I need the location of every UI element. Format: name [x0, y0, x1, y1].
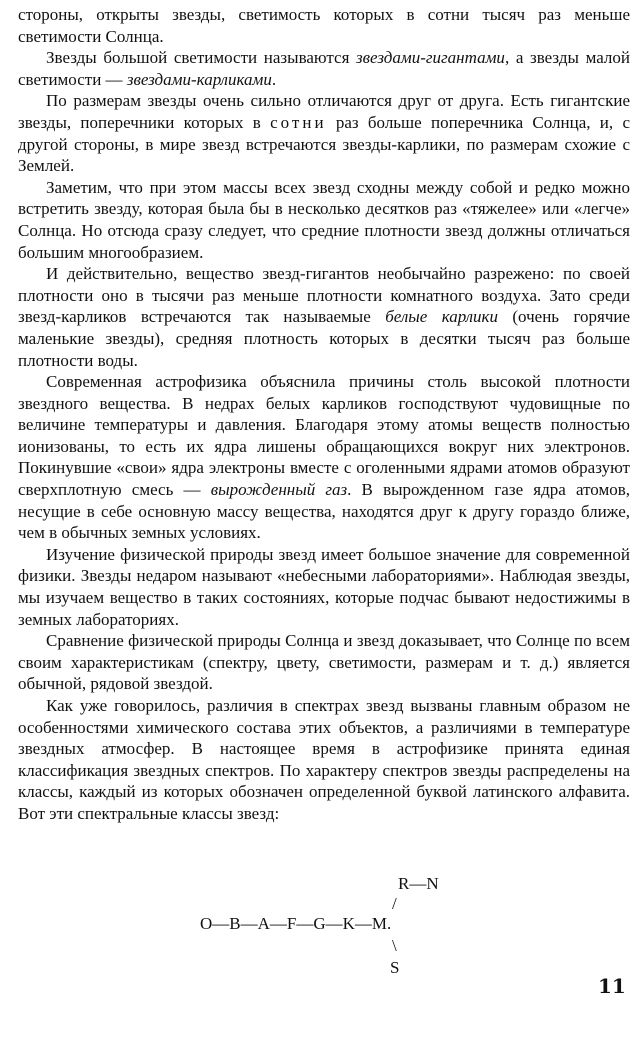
text-run: И действительно, вещество звезд-гигантов необычайно разрежено: по своей плотности оно в тысячи раз меньше плотности комнатного воздуха. Зато среди звезд-карликов встречаются так называемые: [18, 264, 630, 327]
paragraph: [18, 695, 630, 825]
text-run: Как уже говорилось, различия в спектрах звезд вызваны главным образом не особенностями химического состава этих объектов, а различиями в температуре звездных атмосфер. В настоящее время в астрофизике принята единая классификация звездных спектров. По характеру спектров звезды распределены на классы, каждый из которых обозначен определенной буквой латинского алфавита. Вот эти спектральные классы звезд:: [18, 696, 630, 823]
page-number: 11: [598, 974, 626, 998]
paragraph: [18, 47, 630, 90]
spectral-branch-connector-up: /: [392, 894, 397, 913]
spectral-upper-branch: R—N: [398, 874, 439, 893]
paragraph: [18, 263, 630, 371]
spectral-classes-diagram: [0, 874, 644, 977]
text-run: .: [271, 69, 277, 89]
paragraph: [18, 4, 630, 47]
paragraph: [18, 90, 630, 176]
text-run: , а звезды малой светимости —: [18, 48, 630, 89]
text-run: (очень горячие маленькие звезды), средняя плотность которых в десятки тысяч раз больше плотности воды.: [18, 307, 631, 370]
text-run: раз больше поперечника Солнца, и, с другой стороны, в мире звезд встречаются звезды-карлики, по размерам схожие с Землей.: [18, 112, 630, 176]
paragraph: [18, 544, 630, 630]
text-run: Звезды большой светимости называются: [46, 48, 357, 68]
text-run: Изучение физической природы звезд имеет большое значение для современной физики. Звезды недаром называют «небесными лабораториями». Наблюдая звезды, мы изучаем вещество в таких состояниях, которые подчас бывают недостижимы в земных лабораториях.: [18, 544, 630, 629]
text-run: Заметим, что при этом массы всех звезд сходны между собой и редко можно встретить звезду, которая была бы в несколько десятков раз «тяжелее» или «легче» Солнца. Но отсюда сразу следует, что средние плотности звезд должны отличаться большим многообразием.: [18, 177, 630, 262]
text-run: По размерам звезды очень сильно отличаются друг от друга. Есть гигантские звезды, поперечники которых в: [18, 91, 630, 132]
spectral-lower-branch: S: [390, 958, 400, 977]
text-run: стороны, открыты звезды, светимость которых в сотни тысяч раз меньше светимости Солнца.: [18, 5, 630, 46]
paragraph: [18, 177, 630, 263]
italic-term: вырожденный газ: [210, 480, 348, 500]
spectral-main-sequence: O—B—A—F—G—K—M.: [200, 914, 392, 933]
text-run: Современная астрофизика объяснила причины столь высокой плотности звездного вещества. В недрах белых карликов господствуют чудовищные по величине температуры и давления. Благодаря этому атомы веществ полностью ионизованы, то есть их ядра лишены обращающихся вокруг них электронов. Покинувшие «свои» ядра электроны вместе с оголенными ядрами атомов образуют сверхплотную смесь —: [18, 372, 630, 500]
italic-term: белые карлики: [385, 307, 498, 327]
italic-term: звездами-карликами: [126, 69, 272, 89]
page-body: [18, 4, 630, 825]
spectral-branch-connector-down: \: [392, 936, 397, 955]
paragraph: [18, 630, 630, 695]
italic-term: звездами-гигантами: [356, 48, 505, 68]
text-run: . В вырожденном газе ядра атомов, несущие в себе основную массу вещества, находятся друг к другу гораздо ближе, чем в обычных земных условиях.: [18, 480, 630, 543]
paragraph: [18, 371, 630, 544]
text-run: Сравнение физической природы Солнца и звезд доказывает, что Солнце по всем своим характеристикам (спектру, цвету, светимости, размерам и т. д.) является обычной, рядовой звездой.: [18, 631, 630, 694]
spaced-emphasis: сотни: [270, 112, 327, 132]
